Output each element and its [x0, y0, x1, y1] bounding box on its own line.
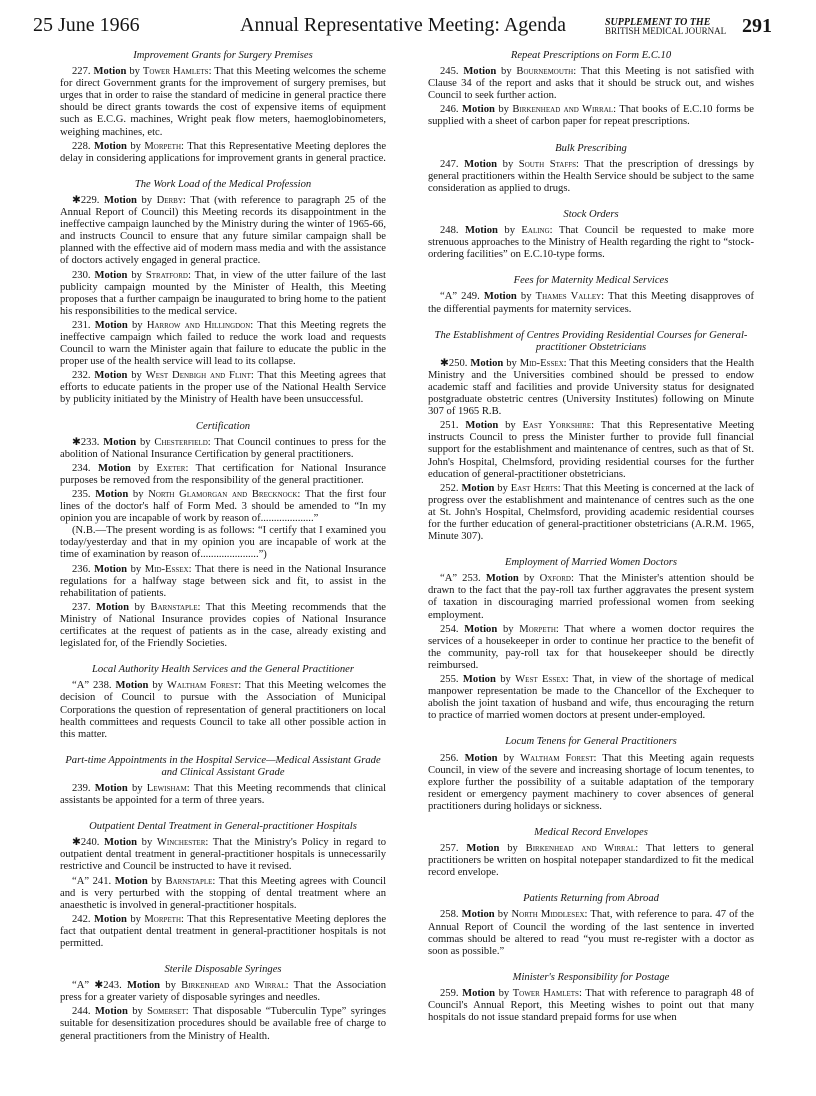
motion-label: Motion — [461, 482, 495, 494]
motion-proposer: Birkenhead and Wirral — [512, 104, 614, 116]
motion-item: “A” 241. Motion by Barnstaple: That this Meeting agrees with Council and is very perturbed with the stopping of dental treatment where an anaesthetic is involved in general-practitioner hospitals. — [60, 875, 387, 911]
section-heading: Sterile Disposable Syringes — [164, 964, 282, 976]
motion-number: 235. — [72, 489, 91, 500]
section-heading: Outpatient Dental Treatment in General-practitioner Hospitals — [89, 821, 357, 833]
motion-proposer: Derby — [156, 194, 183, 206]
motion-number: 232. — [72, 370, 91, 382]
motion-proposer: North Glamorgan and Brecknock — [148, 489, 298, 500]
motion-number: 244. — [72, 1006, 91, 1018]
motion-proposer: Mid-Essex — [144, 563, 189, 575]
motion-proposer: Ealing — [521, 225, 550, 237]
motion-text: That the Ministry's Policy in regard to outpatient dental treatment in general-practitioner hospitals is unnecessarily restrictive and Council be instructed to have it revised. — [60, 837, 386, 873]
motion-text: That letters to general practitioners be written on hospital notepaper standardized to fit the medical record envelope. — [428, 843, 755, 879]
motion-number: “A” 241. — [72, 875, 112, 887]
motion-proposer: Morpeth — [144, 913, 182, 925]
motion-text: That books of E.C.10 forms be supplied with a sheet of carbon paper for repeat prescriptions. — [428, 104, 754, 128]
motion-number: “A” 249. — [440, 291, 480, 303]
motion-text: That this Meeting agrees with Council and is very perturbed with the stopping of dental treatment where an anaesthetic is involved in general-practitioner hospitals. — [60, 875, 387, 911]
motion-item: 256. Motion by Waltham Forest: That this Meeting again requests Council, in view of the severe and increasing shortage of locum tenentes, to explore further the possibility of a suitable adaptation of the temporary resident or emergency payment machinery to cover absences of general practitioners during holidays or sickness. — [428, 752, 754, 812]
motion-proposer: Birkenhead and Wirral — [525, 843, 636, 855]
motion-item: 259. Motion by Tower Hamlets: That with reference to paragraph 48 of Council's Annual Report, this Meeting wishes to point out that many hospitals do not issue standard prepaid forms for use when — [428, 987, 754, 1024]
section-heading: Local Authority Health Services and the General Practitioner — [92, 664, 354, 676]
motion-proposer: Stratford — [145, 269, 188, 281]
motion-text: That this Representative Meeting deplores the fact that outpatient dental treatment in general-practitioner hospitals is not permitted. — [60, 913, 387, 949]
motion-text: That this Meeting disapproves of the differential payments for maternity services. — [428, 291, 754, 315]
motion-number: 228. — [72, 140, 91, 152]
motion-item: 251. Motion by East Yorkshire: That this Representative Meeting instructs Council to press the Minister further to provide full financial support for the establishment and maintenance of centres, such as that of St. John's Hospital, Chelmsford, providing residential courses for the further education of general-practitioner obstetricians. — [428, 420, 754, 480]
motion-label: Motion — [461, 909, 495, 921]
motion-number: 246. — [440, 104, 459, 116]
motion-item: 247. Motion by South Staffs: That the prescription of dressings by general practitioners within the Health Service should be subject to the same consideration as applied to drugs. — [428, 158, 754, 194]
motion-label: Motion — [462, 674, 496, 686]
motion-text: That this Meeting is not satisfied with Clause 34 of the report and asks that it should be struck out, and wishes Council to seek further action. — [428, 66, 755, 102]
motion-text: That this Meeting again requests Council, in view of the severe and increasing shortage of locum tenentes, to explore further the possibility of a suitable adaptation of the temporary resident or emergency payment machinery to cover absences of general practitioners during holidays or sickness. — [428, 752, 754, 812]
motion-label: Motion — [96, 601, 129, 613]
motion-note: (N.B.—The present wording is as follows: “I certify that I examined you today/yesterday and that in my opinion you are incapable of work at the time of examination by reason of......................”) — [60, 525, 386, 561]
section-heading: Certification — [195, 420, 251, 432]
motion-item: “A” 238. Motion by Waltham Forest: That this Meeting welcomes the decision of Council to pursue with the Association of Municipal Corporations the question of representation of general practitioners on local health committees and requests Council to take all other possible action in this matter. — [60, 680, 386, 740]
motion-proposer: Lewisham — [146, 782, 187, 794]
motion-label: Motion — [114, 875, 148, 887]
motion-label: Motion — [483, 291, 517, 303]
section-heading: Fees for Maternity Medical Services — [513, 275, 669, 287]
motion-number: “A” 238. — [72, 680, 112, 692]
motion-item: “A” 253. Motion by Oxford: That the Minister's attention should be drawn to the fact that the pay-roll tax further aggravates the present system of taxation in discouraging married professional women from seeking employment. — [428, 573, 754, 621]
section-heading: Locum Tenens for General Practitioners — [505, 736, 677, 748]
motion-label: Motion — [94, 269, 128, 281]
motion-proposer: East Yorkshire — [522, 420, 592, 432]
motion-proposer: Waltham Forest — [166, 680, 239, 692]
motion-text: That this Meeting agrees that efforts to educate patients in the proper use of the National Health Service by publicity initiated by the Ministry of Health have been unsuccessful. — [60, 370, 386, 406]
motion-proposer: West Denbigh and Flint — [145, 370, 251, 382]
motion-label: Motion — [94, 563, 128, 575]
section-heading: Bulk Prescribing — [555, 142, 627, 154]
motion-number: 256. — [440, 752, 459, 764]
motion-proposer: South Staffs — [518, 158, 577, 170]
motion-number: 234. — [72, 462, 91, 474]
motion-text: That this Meeting recommends that clinical assistants be appointed for a term of three years. — [60, 782, 387, 807]
page-header — [0, 0, 816, 44]
motion-item: ✱250. Motion by Mid-Essex: That this Meeting considers that the Health Ministry and the Universities combined should be pressed to endow academic staff and facilities and provide University status for designated postgraduate obstetric centres (University Institutes) following on Minute 307 of 1965 R.B. — [428, 357, 754, 418]
motion-text: That certification for National Insurance purposes be removed from the responsibility of the general practitioner. — [60, 462, 386, 486]
motion-proposer: Morpeth — [519, 623, 556, 635]
motion-number: 258. — [440, 909, 459, 921]
motion-number: 252. — [440, 482, 459, 494]
motion-label: Motion — [465, 420, 499, 432]
motion-item: 228. Motion by Morpeth: That this Representative Meeting deplores the delay in considering applications for improvement grants in general practice. — [60, 140, 387, 164]
section-heading: Patients Returning from Abroad — [523, 893, 659, 905]
motion-proposer: North Middlesex — [511, 909, 585, 921]
motion-item: 245. Motion by Bournemouth: That this Meeting is not satisfied with Clause 34 of the report and asks that it should be struck out, and wishes Council to seek further action. — [428, 66, 755, 102]
motion-label: Motion — [97, 462, 131, 474]
motion-label: Motion — [103, 194, 137, 206]
supplement-label — [605, 18, 726, 36]
motion-proposer: Harrow and Hillingdon — [146, 319, 251, 331]
motion-text: That, in view of the shortage of medical manpower representation be made to the Chancellor of the Exchequer to abolish the joint taxation of husband and wife, thus encouraging the return to practice of married women doctors at present under-employed. — [428, 674, 755, 722]
motion-item: 242. Motion by Morpeth: That this Representative Meeting deplores the fact that outpatient dental treatment in general-practitioner hospitals is not permitted. — [60, 913, 387, 949]
motion-proposer: Bournemouth — [516, 66, 574, 78]
motion-label: Motion — [93, 140, 127, 152]
motion-number: “A” 253. — [440, 573, 481, 585]
motion-label: Motion — [464, 225, 498, 237]
motion-item: 257. Motion by Birkenhead and Wirral: That letters to general practitioners be written on hospital notepaper standardized to fit the medical record envelope. — [428, 843, 755, 879]
motion-item: 232. Motion by West Denbigh and Flint: That this Meeting agrees that efforts to educate patients in the proper use of the National Health Service by publicity initiated by the Ministry of Health have been unsuccessful. — [60, 370, 386, 406]
section-heading: The Work Load of the Medical Profession — [134, 178, 312, 190]
section-heading: Stock Orders — [563, 208, 619, 220]
motion-number: ✱233. — [72, 436, 100, 448]
motion-text: That the Minister's attention should be drawn to the fact that the pay-roll tax further aggravates the present system of taxation in discouraging married professional women from seeking employment. — [428, 573, 754, 621]
motion-item: 235. Motion by North Glamorgan and Brecknock: That the first four lines of the doctor's half of Form Med. 3 should be amended to “In my opinion you are incapable of work by reason of....................” — [60, 489, 387, 525]
motion-text: That the Association press for a greater variety of disposable syringes and needles. — [60, 980, 387, 1004]
motion-label: Motion — [94, 1006, 128, 1018]
motion-proposer: East Herts — [510, 482, 558, 494]
motion-text: That where a women doctor requires the services of a housekeeper in order to continue her practice to the benefit of the community, pay-roll tax for that housekeeper should be directly reimbursed. — [428, 623, 754, 671]
motion-text: That Council be requested to make more strenuous approaches to the Ministry of Health regarding the right to “stock-ordering facilities” on E.C.10-type forms. — [428, 225, 754, 261]
right-column — [428, 50, 754, 1024]
motion-proposer: West Essex — [515, 674, 566, 686]
motion-label: Motion — [115, 680, 149, 692]
motion-text: That this Meeting welcomes the decision of Council to pursue with the Association of Municipal Corporations the question of representation of general practitioners on local health committees and requests Council to take all other possible action in this matter. — [60, 680, 386, 740]
left-column — [60, 50, 386, 1043]
motion-number: ✱240. — [72, 837, 100, 849]
motion-text: That this Meeting is concerned at the lack of progress over the establishment and maintenance of centres such as the one at St. John's Hospital, Chelmsford, providing academic residential courses for the further education of general-practitioner obstetricians (A.R.M. 1965, Minute 307). — [428, 482, 755, 543]
motion-proposer: Waltham Forest — [520, 752, 594, 764]
motion-number: ✱229. — [72, 194, 100, 206]
motion-text: That Council continues to press for the abolition of National Insurance Certification by general practitioners. — [60, 436, 386, 460]
motion-number: 255. — [440, 674, 459, 686]
motion-item: 248. Motion by Ealing: That Council be requested to make more strenuous approaches to the Ministry of Health regarding the right to “stock-ordering facilities” on E.C.10-type forms. — [428, 225, 754, 261]
motion-item: 237. Motion by Barnstaple: That this Meeting recommends that the Ministry of National Insurance provides copies of National Insurance certificates at the request of patients as in the case, already existing and legislated for, of the Friendly Societies. — [60, 601, 386, 650]
page-number: 291 — [742, 15, 772, 37]
motion-number: 237. — [72, 601, 91, 613]
motion-proposer: Somerset — [147, 1006, 186, 1018]
motion-item: 234. Motion by Exeter: That certification for National Insurance purposes be removed from the responsibility of the general practitioner. — [60, 462, 386, 486]
motion-item: “A” ✱243. Motion by Birkenhead and Wirral: That the Association press for a greater variety of disposable syringes and needles. — [60, 980, 387, 1004]
motion-number: 254. — [440, 623, 459, 635]
motion-number: 247. — [440, 158, 459, 170]
motion-label: Motion — [464, 752, 498, 764]
motion-label: Motion — [463, 66, 497, 78]
motion-item: 231. Motion by Harrow and Hillingdon: That this Meeting regrets the ineffective campaign which failed to reduce the work load and requests Council to warn the Minister again that failure to educate the public in the proper use of the health service will lead to its collapse. — [60, 319, 386, 368]
motion-item: 239. Motion by Lewisham: That this Meeting recommends that clinical assistants be appointed for a term of three years. — [60, 782, 387, 807]
motion-number: ✱250. — [440, 357, 468, 369]
motion-proposer: Winchester — [156, 837, 206, 849]
section-heading: Medical Record Envelopes — [534, 826, 648, 838]
motion-label: Motion — [466, 843, 500, 855]
motion-label: Motion — [470, 357, 504, 369]
motion-text: That this Meeting regrets the ineffective campaign which failed to reduce the work load and requests Council to warn the Minister again that failure to educate the public in the proper use of the health service will lead to its collapse. — [60, 319, 386, 368]
motion-item: 244. Motion by Somerset: That disposable “Tuberculin Type” syringes suitable for desensitization procedures should be available free of charge to general practitioners from the Ministry of Health. — [60, 1006, 387, 1042]
section-heading: Repeat Prescriptions on Form E.C.10 — [510, 50, 672, 61]
motion-proposer: Barnstaple — [150, 601, 198, 613]
motion-number: 239. — [72, 782, 91, 794]
motion-text: That this Meeting recommends that the Ministry of National Insurance provides copies of National Insurance certificates at the request of patients as in the case, already existing and legislated for, of the Friendly Societies. — [60, 601, 386, 650]
section-heading: Employment of Married Women Doctors — [504, 557, 678, 569]
motion-proposer: Oxford — [539, 573, 571, 585]
motion-item: “A” 249. Motion by Thames Valley: That this Meeting disapproves of the differential payments for maternity services. — [428, 291, 754, 315]
motion-text: That this Representative Meeting deplores the delay in considering applications for improvement grants in general practice. — [60, 140, 387, 164]
motion-number: 259. — [440, 987, 459, 999]
motion-text: That the prescription of dressings by general practitioners within the Health Service should be subject to the same consideration as applied to drugs. — [428, 158, 754, 194]
motion-text: That, in view of the utter failure of the last publicity campaign mounted by the Minister of Health, this Meeting proposes that a further campaign be inaugurated to bring home to the patient his responsibilities to the medical service. — [60, 269, 386, 317]
motion-label: Motion — [127, 980, 161, 992]
motion-item: 255. Motion by West Essex: That, in view of the shortage of medical manpower representation be made to the Chancellor of the Exchequer to abolish the joint taxation of husband and wife, thus encouraging the return to practice of married women doctors at present under-employed. — [428, 674, 755, 722]
motion-label: Motion — [93, 66, 127, 78]
motion-number: 251. — [440, 420, 459, 432]
motion-item: 227. Motion by Tower Hamlets: That this Meeting welcomes the scheme for direct Government grants for the improvement of surgery premises, but urges that in order to raise the standard of medicine in general practice there should be direct grants towards the cost of expensive items of equipment such as E.C.G. machines, Wright peak flow meters, haemoglobinometers, weighing machines, etc. — [60, 66, 386, 138]
motion-number: 231. — [72, 319, 91, 331]
motion-proposer: Thames Valley — [535, 291, 602, 303]
motion-text: That this Meeting welcomes the scheme for direct Government grants for the improvement of surgery premises, but urges that in order to raise the standard of medicine in general practice there should be direct grants towards the cost of expensive items of equipment such as E.C.G. machines, Wright peak flow meters, haemoglobinometers, weighing machines, etc. — [60, 66, 386, 138]
motion-item: 252. Motion by East Herts: That this Meeting is concerned at the lack of progress over the establishment and maintenance of centres such as the one at St. John's Hospital, Chelmsford, providing academic residential courses for the further education of general-practitioner obstetricians (A.R.M. 1965, Minute 307). — [428, 482, 755, 543]
issue-date: 25 June 1966 — [33, 14, 140, 36]
motion-item: ✱240. Motion by Winchester: That the Ministry's Policy in regard to outpatient dental treatment in general-practitioner hospitals is unnecessarily restrictive and Council be instructed to have it revised. — [60, 837, 386, 873]
motion-item: 258. Motion by North Middlesex: That, with reference to para. 47 of the Annual Report of Council the wording of the last sentence in inverted commas should be altered to read “you must re-register with a doctor as soon as possible.” — [428, 909, 754, 957]
motion-number: 230. — [72, 269, 91, 281]
motion-text: That this Meeting considers that the Health Ministry and the Universities combined should be pressed to endow academic staff and facilities and provide University status for designated postgraduate obstetric centres (University Institutes) following on Minute 307 of 1965 R.B. — [428, 357, 754, 418]
motion-number: 227. — [72, 66, 91, 78]
motion-proposer: Tower Hamlets — [142, 66, 209, 78]
motion-number: 248. — [440, 225, 459, 237]
section-heading: Part-time Appointments in the Hospital Service—Medical Assistant Grade and Clinical Assistant Grade — [65, 754, 381, 778]
motion-label: Motion — [94, 782, 128, 794]
motion-label: Motion — [104, 837, 138, 849]
motion-label: Motion — [464, 623, 498, 635]
motion-text: That with reference to paragraph 48 of Council's Annual Report, this Meeting wishes to point out that many hospitals do not issue standard prepaid forms for use when — [428, 987, 754, 1024]
motion-proposer: Barnstaple — [165, 875, 213, 887]
section-heading: Minister's Responsibility for Postage — [512, 971, 670, 983]
motion-item: 236. Motion by Mid-Essex: That there is need in the National Insurance regulations for a halfway stage between sick and fit, to assist in the rehabilitation of patients. — [60, 563, 387, 599]
motion-proposer: Tower Hamlets — [512, 987, 579, 999]
motion-number: 242. — [72, 913, 91, 925]
motion-text: That this Representative Meeting instructs Council to press the Minister further to provide full financial support for the establishment and maintenance of centres, such as that of St. John's Hospital, Chelmsford, providing residential courses for the further education of general-practitioner obstetricians. — [428, 420, 754, 480]
supplement-line-1: SUPPLEMENT TO THE — [605, 17, 711, 28]
motion-item: ✱233. Motion by Chesterfield: That Council continues to press for the abolition of National Insurance Certification by general practitioners. — [60, 436, 386, 460]
motion-proposer: Exeter — [156, 462, 186, 474]
motion-proposer: Chesterfield — [154, 436, 208, 448]
motion-text: That, with reference to para. 47 of the Annual Report of Council the wording of the last sentence in inverted commas should be altered to read “you must re-register with a doctor as soon as possible.” — [428, 909, 754, 957]
section-heading: Improvement Grants for Surgery Premises — [133, 50, 313, 61]
motion-label: Motion — [95, 489, 129, 500]
motion-text: That the first four lines of the doctor's half of Form Med. 3 should be amended to “In my opinion you are incapable of work by reason of....................” — [60, 489, 387, 525]
motion-text: That there is need in the National Insurance regulations for a halfway stage between sick and fit, to assist in the rehabilitation of patients. — [60, 563, 387, 599]
motion-label: Motion — [94, 370, 128, 382]
motion-proposer: Mid-Essex — [519, 357, 564, 369]
motion-number: 236. — [72, 563, 91, 575]
motion-label: Motion — [485, 573, 519, 585]
motion-item: 230. Motion by Stratford: That, in view of the utter failure of the last publicity campaign mounted by the Minister of Health, this Meeting proposes that a further campaign be inaugurated to bring home to the patient his responsibilities to the medical service. — [60, 269, 386, 317]
motion-item: ✱229. Motion by Derby: That (with reference to paragraph 25 of the Annual Report of Council) this Meeting records its disappointment in the ineffective campaign launched by the Ministry during the winter of 1965-66, and instructs Council to ensure that any future similar campaign shall be planned with the effective aid of modern mass media and with the assistance of doctors actively engaged in general practice. — [60, 194, 386, 267]
motion-label: Motion — [94, 319, 128, 331]
motion-label: Motion — [464, 158, 498, 170]
motion-item: 246. Motion by Birkenhead and Wirral: That books of E.C.10 forms be supplied with a sheet of carbon paper for repeat prescriptions. — [428, 104, 754, 128]
motion-label: Motion — [93, 913, 127, 925]
section-heading: The Establishment of Centres Providing Residential Courses for General-practitioner Obstetricians — [434, 329, 748, 353]
running-title: Annual Representative Meeting: Agenda — [240, 14, 567, 36]
motion-text: That disposable “Tuberculin Type” syringes suitable for desensitization procedures should be available free of charge to general practitioners from the Ministry of Health. — [60, 1006, 387, 1042]
motion-number: 245. — [440, 66, 459, 78]
motion-item: 254. Motion by Morpeth: That where a women doctor requires the services of a housekeeper in order to continue her practice to the benefit of the community, pay-roll tax for that housekeeper should be directly reimbursed. — [428, 623, 754, 671]
motion-number: “A” ✱243. — [72, 980, 122, 992]
motion-number: 257. — [440, 843, 459, 855]
motion-label: Motion — [103, 436, 137, 448]
motion-label: Motion — [461, 104, 495, 116]
motion-label: Motion — [462, 987, 496, 999]
supplement-line-2: BRITISH MEDICAL JOURNAL — [605, 26, 727, 36]
motion-text: That (with reference to paragraph 25 of the Annual Report of Council) this Meeting records its disappointment in the ineffective campaign launched by the Ministry during the winter of 1965-66, and instructs Council to ensure that any future similar campaign shall be planned with the effective aid of modern mass media and with the assistance of doctors actively engaged in general practice. — [60, 194, 386, 267]
motion-proposer: Morpeth — [144, 140, 182, 152]
motion-proposer: Birkenhead and Wirral — [181, 980, 286, 992]
